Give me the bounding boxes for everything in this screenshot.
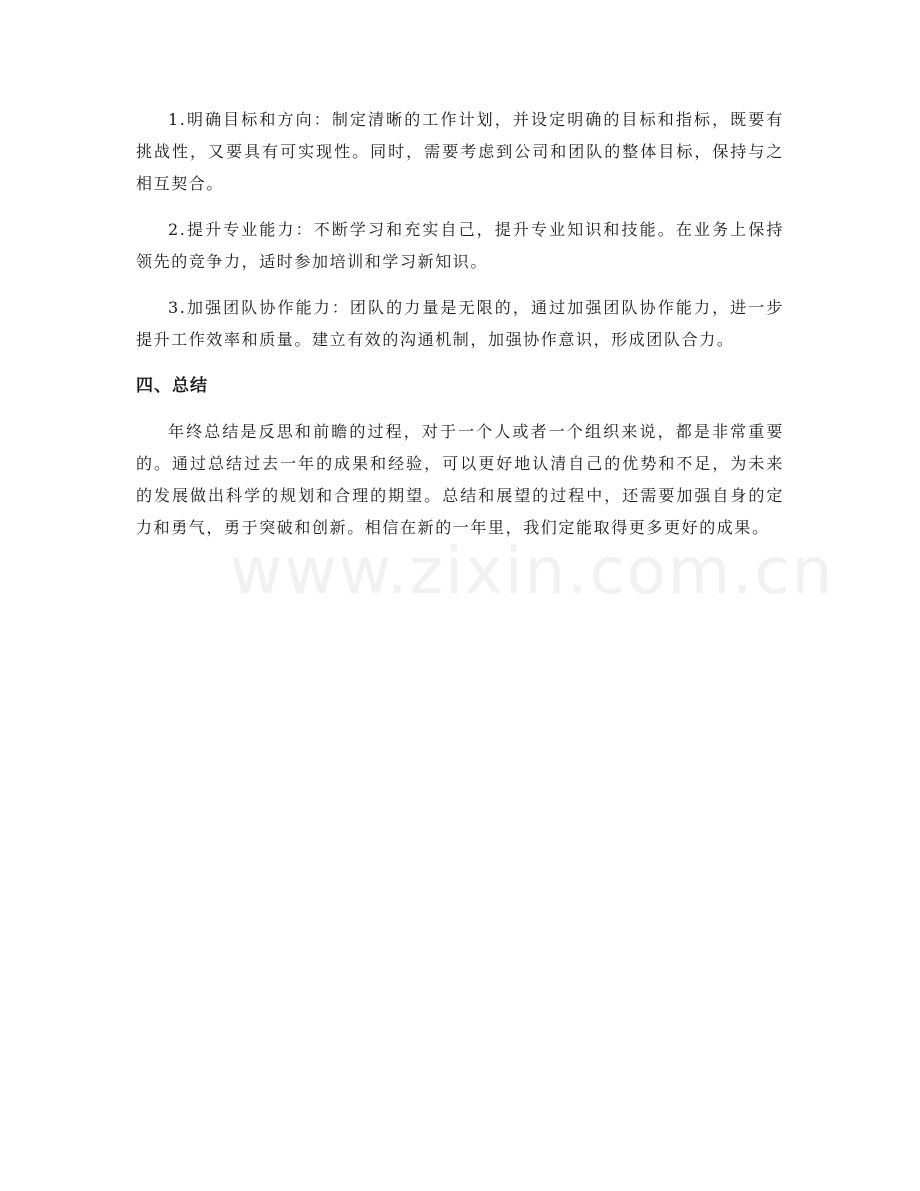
list-item: 1.明确目标和方向：制定清晰的工作计划，并设定明确的目标和指标，既要有挑战性，又要具有可实现性。同时，需要考虑到公司和团队的整体目标，保持与之相互契合。 bbox=[136, 110, 784, 193]
document-body bbox=[136, 104, 784, 544]
watermark: www.zixin.com.cn bbox=[230, 535, 835, 609]
section-heading: 四、总结 bbox=[136, 376, 208, 396]
summary-paragraph: 年终总结是反思和前瞻的过程，对于一个人或者一个组织来说，都是非常重要的。通过总结过去一年的成果和经验，可以更好地认清自己的优势和不足，为未来的发展做出科学的规划和合理的期望。总结和展望的过程中，还需要加强自身的定力和勇气，勇于突破和创新。相信在新的一年里，我们定能取得更多更好的成果。 bbox=[136, 422, 784, 537]
list-item: 2.提升专业能力：不断学习和充实自己，提升专业知识和技能。在业务上保持领先的竞争力，适时参加培训和学习新知识。 bbox=[136, 220, 784, 271]
list-item: 3.加强团队协作能力：团队的力量是无限的，通过加强团队协作能力，进一步提升工作效率和质量。建立有效的沟通机制，加强协作意识，形成团队合力。 bbox=[136, 298, 784, 349]
